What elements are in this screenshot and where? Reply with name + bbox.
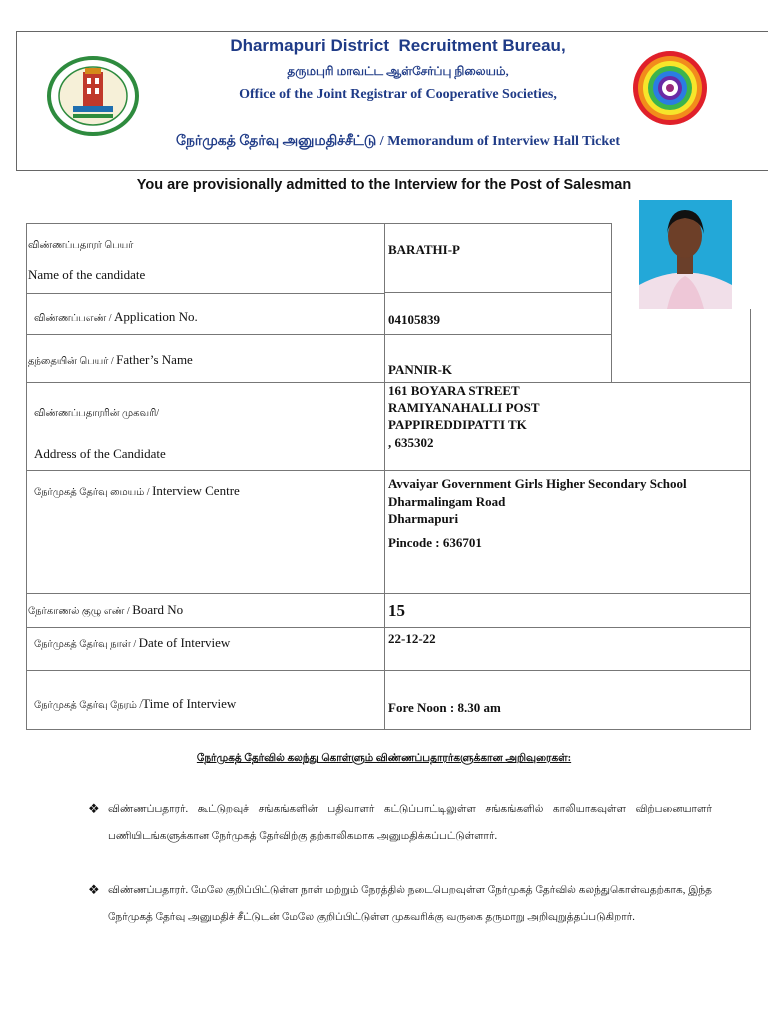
label-interview-centre: நேர்முகத் தேர்வு மையம் / Interview Centre [34,483,240,498]
bullet-icon: ❖ [88,801,100,816]
bullet-icon: ❖ [88,882,100,897]
centre-line-2: Dharmalingam Road [388,494,506,509]
address-line-1: 161 BOYARA STREET [388,383,520,398]
candidate-photo [639,200,732,309]
label-father-name: தந்தையின் பெயர் / Father’s Name [28,352,193,367]
father-name: PANNIR-K [388,362,453,377]
board-number: 15 [388,601,405,620]
label-name-ta: விண்ணப்பதாரர் பெயர் [28,240,134,251]
interview-time: Fore Noon : 8.30 am [388,700,501,715]
label-name-en: Name of the candidate [28,267,146,282]
address-line-4: , 635302 [388,435,434,450]
admission-statement: You are provisionally admitted to the Interview for the Post of Salesman [136,177,632,193]
cooperative-seal-icon [632,50,708,126]
label-address-en: Address of the Candidate [34,446,166,461]
candidate-name: BARATHI-P [388,242,460,257]
label-date: நேர்முகத் தேர்வு நாள் / Date of Interview [34,635,231,650]
memo-title: நேர்முகத் தேர்வு அனுமதிச்சீட்டு / Memorandum of Interview Hall Ticket [176,134,620,149]
centre-line-3: Dharmapuri [388,511,459,526]
application-number: 04105839 [388,312,440,327]
bureau-title: Dharmapuri District Recruitment Bureau, [230,36,566,55]
label-address-ta: விண்ணப்பதாரரின் முகவரி/ [34,408,160,419]
label-board-no: நேர்காணல் குழு எண் / Board No [28,602,184,617]
bureau-tamil-title: தருமபுரி மாவட்ட ஆள்சேர்ப்பு நிலையம், [287,64,509,78]
interview-date: 22-12-22 [388,631,436,646]
label-time: நேர்முகத் தேர்வு நேரம் /Time of Interview [34,696,237,711]
address-line-2: RAMIYANAHALLI POST [388,400,540,415]
header-box [16,31,768,171]
instructions-title: நேர்முகத் தேர்வில் கலந்து கொள்ளும் விண்ணப்பதாரர்களுக்கான அறிவுரைகள்: [196,753,572,764]
office-title: Office of the Joint Registrar of Cooperative Societies, [239,87,557,102]
instruction-item: விண்ணப்பதாரர். மேலே குறிப்பிட்டுள்ள நாள் மற்றும் நேரத்தில் நடைபெறவுள்ள நேர்முகத் தேர்வில் கலந்துகொள்வதற்காக, இந்த நேர்முகத் தேர்வு அனுமதிச் சீட்டுடன் மேலே குறிப்பிட்டுள்ள முகவரிக்கு வருகை தருமாறு அறிவுறுத்தப்படுகிறார். [108,885,712,923]
instruction-item: விண்ணப்பதாரர். கூட்டுறவுச் சங்கங்களின் பதிவாளர் கட்டுப்பாட்டிலுள்ள சங்கங்களில் காலியாகவுள்ள விற்பனையாளர் பணியிடங்களுக்கான நேர்முகத் தேர்விற்கு தற்காலிகமாக அனுமதிக்கப்பட்டுள்ளார். [108,804,712,842]
label-application-no: விண்ணப்பஎண் / Application No. [34,309,198,324]
centre-line-1: Avvaiyar Government Girls Higher Secondary School [388,476,687,491]
address-line-3: PAPPIREDDIPATTI TK [388,417,527,432]
centre-pincode: Pincode : 636701 [388,535,482,550]
